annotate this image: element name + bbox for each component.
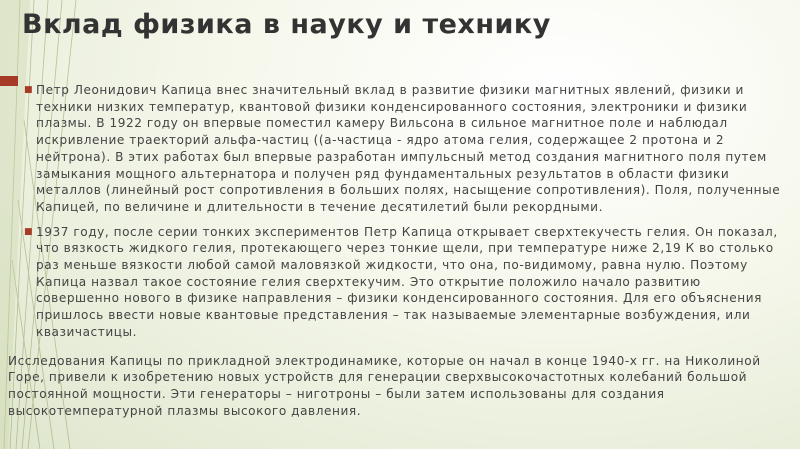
slide-title: Вклад физика в науку и технику [22,9,551,40]
paragraph-2 [24,224,784,341]
slide-content [8,82,784,432]
bullet-icon: ■ [24,85,34,95]
bullet-icon: ■ [24,226,34,237]
paragraph-3 [8,353,784,420]
paragraph-2-text: 1937 году, после серии тонких экспериментов Петр Капица открывает сверхтекучесть гелия. Он показал, что вязкость жидкого гелия, протекающего через тонкие щели, при температуре ниже 2,19 К во столько раз меньше вязкости любой самой маловязкой жидкости, что она, по-видимому, равна нулю. Поэтому Капица назвал такое состояние гелия сверхтекучим. Это открытие положило начало развитию совершенно нового в физике направления – физики конденсированного состояния. Для его объяснения пришлось ввести новые квантовые представления – так называемые элементарные возбуждения, или квазичастицы. [36,224,778,339]
title-bar [0,0,800,48]
accent-bar [0,76,18,86]
paragraph-3-text: Исследования Капицы по прикладной электродинамике, которые он начал в конце 1940-х гг. на Николиной Горе, привели к изобретению новых устройств для генерации сверхвысокочастотных колебаний большой постоянной мощности. Эти генераторы – ниготроны – были затем использованы для создания высокотемпературной плазмы высокого давления. [8,353,761,418]
paragraph-1-text: Петр Леонидович Капица внес значительный вклад в развитие физики магнитных явлений, физики и техники низких температур, квантовой физики конденсированного состояния, электроники и физики плазмы. В 1922 году он впервые поместил камеру Вильсона в сильное магнитное поле и наблюдал искривление траекторий альфа-частиц ((а-частица - ядро атома гелия, содержащее 2 протона и 2 нейтрона). В этих работах был впервые разработан импульсный метод создания магнитного поля путем замыкания мощного альтернатора и получен ряд фундаментальных результатов в области физики металлов (линейный рост сопротивления в больших полях, насыщение сопротивления). Поля, полученные Капицей, по величине и длительности в течение десятилетий были рекордными. [36,83,781,214]
paragraph-1 [24,82,784,216]
